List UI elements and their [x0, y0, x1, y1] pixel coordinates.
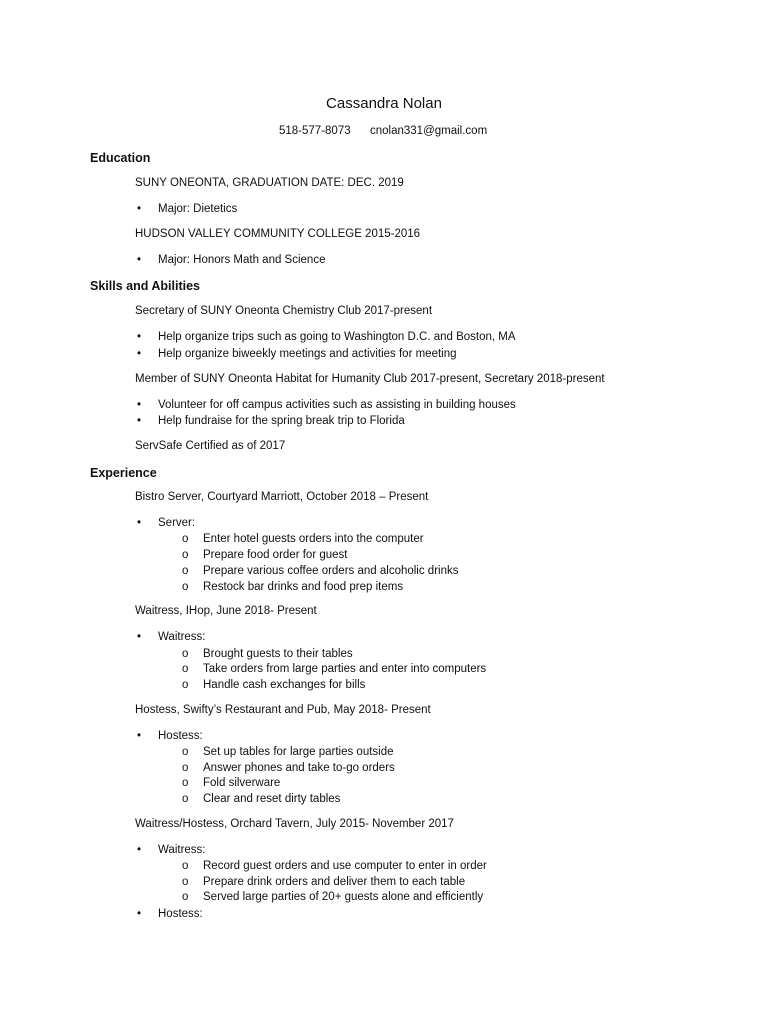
- job-task: Prepare food order for guest: [203, 549, 348, 561]
- job-role: Hostess:: [158, 908, 203, 920]
- skills-bullet: Help organize biweekly meetings and activities for meeting: [158, 348, 457, 360]
- resume-name: Cassandra Nolan: [326, 95, 442, 112]
- job-title: Waitress/Hostess, Orchard Tavern, July 2015- November 2017: [135, 818, 454, 830]
- certification-line: ServSafe Certified as of 2017: [135, 440, 286, 452]
- sub-bullet-icon: o: [182, 762, 189, 774]
- job-task: Clear and reset dirty tables: [203, 793, 341, 805]
- bullet-icon: •: [137, 908, 142, 920]
- bullet-icon: •: [137, 517, 142, 529]
- sub-bullet-icon: o: [182, 891, 189, 903]
- bullet-icon: •: [137, 331, 142, 343]
- job-task: Answer phones and take to-go orders: [203, 762, 395, 774]
- job-title: Hostess, Swifty’s Restaurant and Pub, May 2018- Present: [135, 704, 431, 716]
- bullet-icon: •: [137, 730, 142, 742]
- job-task: Prepare various coffee orders and alcoholic drinks: [203, 565, 459, 577]
- bullet-icon: •: [137, 399, 142, 411]
- sub-bullet-icon: o: [182, 876, 189, 888]
- sub-bullet-icon: o: [182, 777, 189, 789]
- skills-bullet: Help fundraise for the spring break trip to Florida: [158, 415, 405, 427]
- skills-bullet: Volunteer for off campus activities such as assisting in building houses: [158, 399, 516, 411]
- job-title: Waitress, IHop, June 2018- Present: [135, 605, 317, 617]
- sub-bullet-icon: o: [182, 581, 189, 593]
- education-heading: Education: [90, 151, 151, 165]
- sub-bullet-icon: o: [182, 663, 189, 675]
- bullet-icon: •: [137, 844, 142, 856]
- sub-bullet-icon: o: [182, 549, 189, 561]
- skills-entry-title: Secretary of SUNY Oneonta Chemistry Club 2017-present: [135, 305, 433, 317]
- bullet-icon: •: [137, 203, 142, 215]
- phone-number: 518-577-8073: [279, 125, 351, 137]
- experience-heading: Experience: [90, 466, 157, 480]
- sub-bullet-icon: o: [182, 746, 189, 758]
- education-entry-title: HUDSON VALLEY COMMUNITY COLLEGE 2015-2016: [135, 228, 421, 240]
- sub-bullet-icon: o: [182, 565, 189, 577]
- skills-bullet: Help organize trips such as going to Washington D.C. and Boston, MA: [158, 331, 516, 343]
- sub-bullet-icon: o: [182, 793, 189, 805]
- job-title: Bistro Server, Courtyard Marriott, October 2018 – Present: [135, 491, 429, 503]
- job-task: Fold silverware: [203, 777, 281, 789]
- education-bullet: Major: Honors Math and Science: [158, 254, 326, 266]
- job-task: Take orders from large parties and enter into computers: [203, 663, 487, 675]
- job-task: Brought guests to their tables: [203, 648, 353, 660]
- job-role: Waitress:: [158, 631, 206, 643]
- job-task: Record guest orders and use computer to enter in order: [203, 860, 487, 872]
- education-bullet: Major: Dietetics: [158, 203, 238, 215]
- job-role: Server:: [158, 517, 196, 529]
- skills-entry-title: Member of SUNY Oneonta Habitat for Humanity Club 2017-present, Secretary 2018-present: [135, 373, 605, 385]
- sub-bullet-icon: o: [182, 648, 189, 660]
- job-role: Hostess:: [158, 730, 203, 742]
- sub-bullet-icon: o: [182, 860, 189, 872]
- job-task: Served large parties of 20+ guests alone and efficiently: [203, 891, 484, 903]
- job-task: Set up tables for large parties outside: [203, 746, 394, 758]
- sub-bullet-icon: o: [182, 679, 189, 691]
- bullet-icon: •: [137, 254, 142, 266]
- bullet-icon: •: [137, 348, 142, 360]
- education-entry-title: SUNY ONEONTA, GRADUATION DATE: DEC. 2019: [135, 177, 404, 189]
- job-task: Prepare drink orders and deliver them to each table: [203, 876, 466, 888]
- bullet-icon: •: [137, 631, 142, 643]
- skills-heading: Skills and Abilities: [90, 279, 200, 293]
- sub-bullet-icon: o: [182, 533, 189, 545]
- job-role: Waitress:: [158, 844, 206, 856]
- job-task: Enter hotel guests orders into the computer: [203, 533, 424, 545]
- job-task: Handle cash exchanges for bills: [203, 679, 366, 691]
- job-task: Restock bar drinks and food prep items: [203, 581, 404, 593]
- bullet-icon: •: [137, 415, 142, 427]
- email-address: cnolan331@gmail.com: [370, 125, 488, 137]
